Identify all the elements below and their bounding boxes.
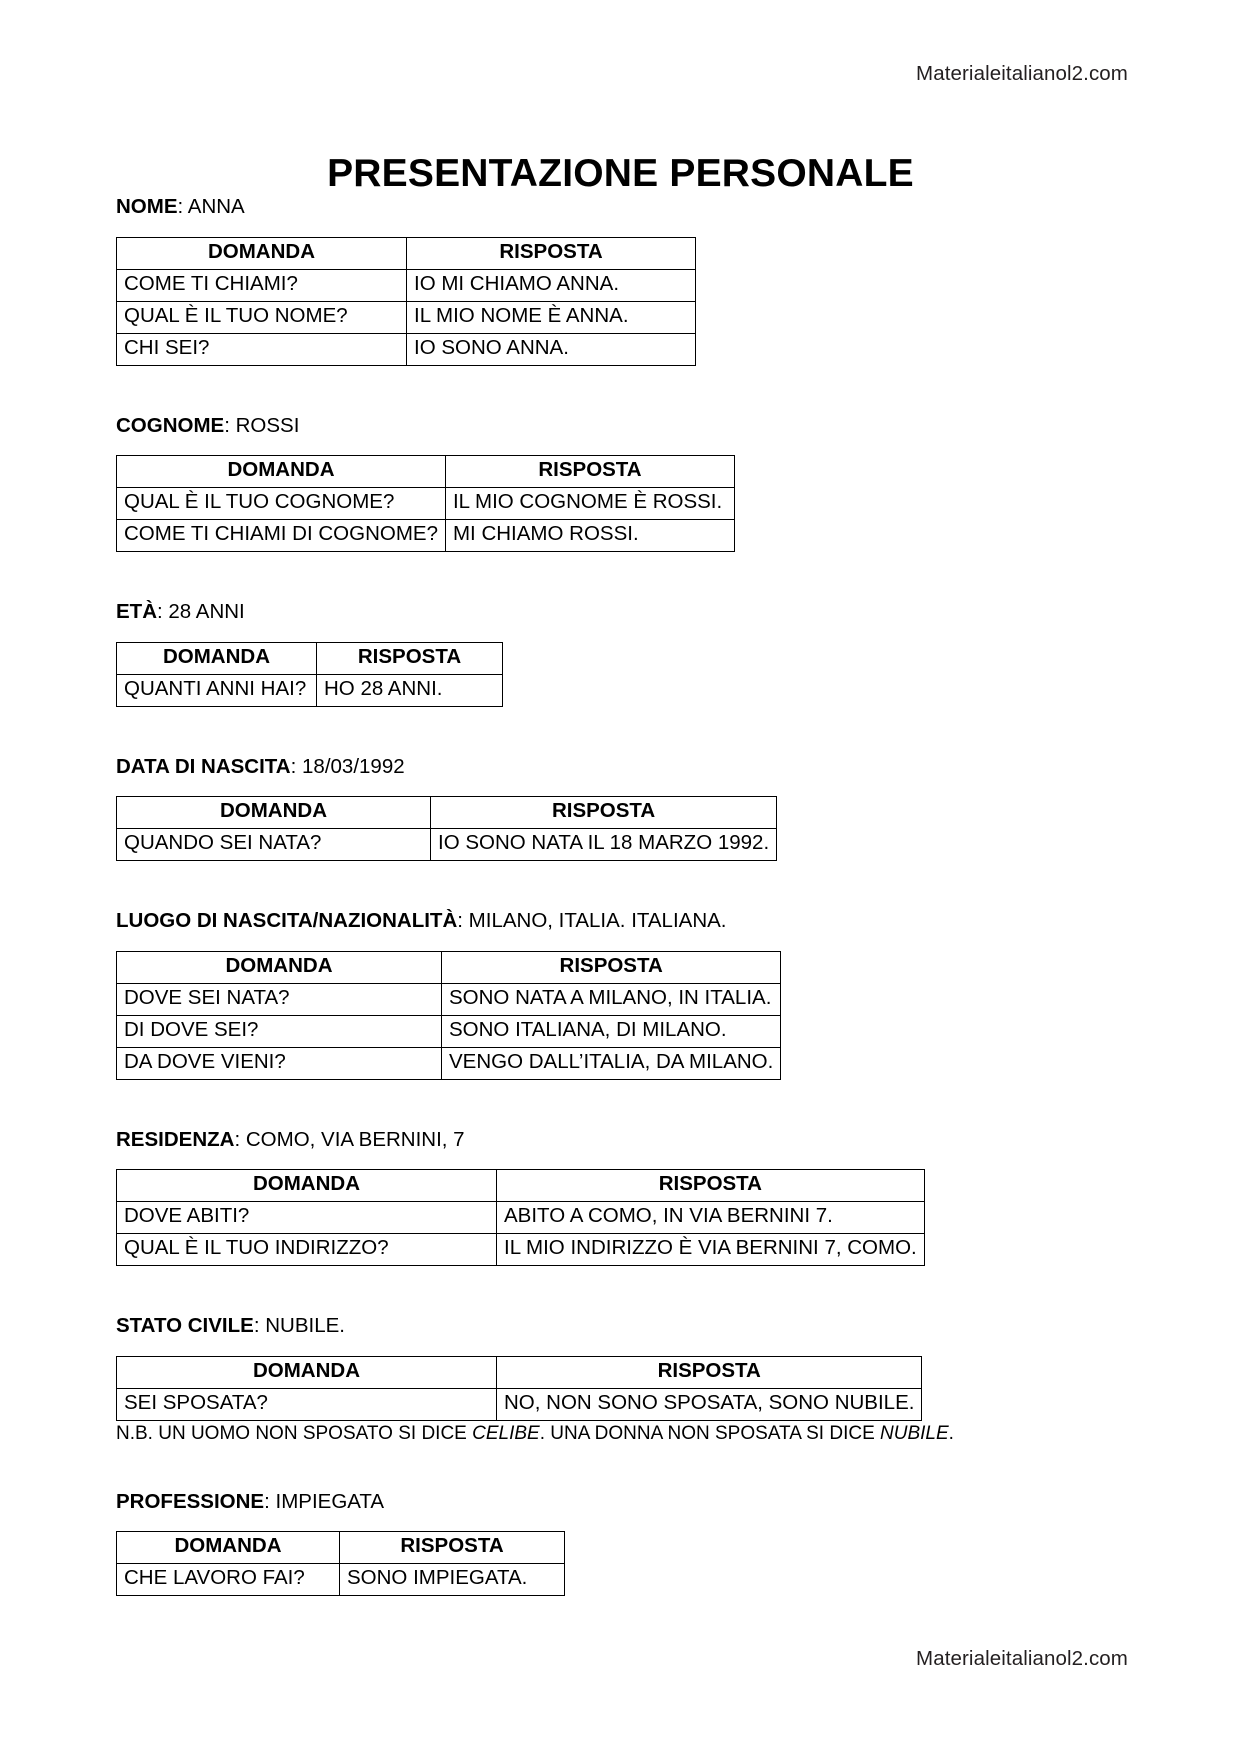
answer-cell: ABITO A COMO, IN VIA BERNINI 7.	[497, 1202, 925, 1234]
spacer	[116, 1080, 1126, 1129]
table-row	[117, 333, 696, 365]
note-middle: . UNA DONNA NON SPOSATA SI DICE	[539, 1422, 881, 1444]
section-label-key: ETÀ	[116, 600, 157, 624]
footer-brand: Materialeitalianol2.com	[916, 1647, 1128, 1670]
answer-cell: IL MIO COGNOME È ROSSI.	[445, 488, 734, 520]
qa-table	[116, 951, 781, 1080]
column-header-question: DOMANDA	[117, 642, 317, 674]
qa-table	[116, 796, 777, 861]
table-row	[117, 520, 735, 552]
section-label-key: COGNOME	[116, 413, 225, 437]
section-label-separator: :	[290, 754, 303, 778]
section-label	[116, 756, 1126, 779]
answer-cell: HO 28 ANNI.	[317, 674, 503, 706]
question-cell: DOVE SEI NATA?	[117, 983, 442, 1015]
column-header-question: DOMANDA	[117, 951, 442, 983]
column-header-question: DOMANDA	[117, 237, 407, 269]
section-label-separator: :	[234, 1127, 246, 1151]
section-label-value: ROSSI	[235, 413, 300, 437]
answer-cell: NO, NON SONO SPOSATA, SONO NUBILE.	[497, 1388, 922, 1420]
answer-cell: IO SONO NATA IL 18 MARZO 1992.	[431, 829, 777, 861]
qa-table	[116, 1356, 922, 1421]
qa-section	[116, 196, 1126, 415]
question-cell: QUANTI ANNI HAI?	[117, 674, 317, 706]
section-note	[116, 1423, 1126, 1445]
qa-table	[116, 642, 503, 707]
table-row	[117, 1015, 781, 1047]
spacer	[116, 1266, 1126, 1315]
table-row	[117, 269, 696, 301]
section-label	[116, 1315, 1126, 1338]
section-label-key: LUOGO DI NASCITA/NAZIONALITÀ	[116, 909, 458, 933]
table-row	[117, 1047, 781, 1079]
section-label-value: NUBILE.	[265, 1314, 345, 1338]
column-header-answer: RISPOSTA	[497, 1356, 922, 1388]
table-header-row	[117, 1356, 922, 1388]
table-header-row	[117, 1532, 565, 1564]
table-row	[117, 829, 777, 861]
column-header-answer: RISPOSTA	[317, 642, 503, 674]
table-header-row	[117, 797, 777, 829]
section-label-value: 18/03/1992	[302, 754, 405, 778]
section-label	[116, 196, 1126, 219]
page-title: PRESENTAZIONE PERSONALE	[327, 152, 914, 196]
table-row	[117, 983, 781, 1015]
qa-section	[116, 415, 1126, 602]
note-suffix: .	[948, 1422, 954, 1444]
answer-cell: IL MIO NOME È ANNA.	[407, 301, 696, 333]
spacer	[116, 437, 1126, 455]
table-row	[117, 1202, 925, 1234]
spacer	[116, 778, 1126, 796]
qa-table	[116, 237, 696, 366]
section-label-key: DATA DI NASCITA	[116, 754, 291, 778]
section-label	[116, 1491, 1126, 1514]
sections-container	[116, 196, 1126, 1596]
spacer	[116, 1338, 1126, 1356]
section-label-value: MILANO, ITALIA. ITALIANA.	[468, 909, 727, 933]
answer-cell: IO MI CHIAMO ANNA.	[407, 269, 696, 301]
table-header-row	[117, 951, 781, 983]
column-header-answer: RISPOSTA	[431, 797, 777, 829]
question-cell: QUAL È IL TUO NOME?	[117, 301, 407, 333]
section-label-separator: :	[253, 1314, 266, 1338]
spacer	[116, 219, 1126, 237]
section-label-value: IMPIEGATA	[275, 1489, 385, 1513]
note-term-celibe: CELIBE	[472, 1422, 540, 1444]
table-row	[117, 301, 696, 333]
section-label-key: NOME	[116, 195, 178, 218]
section-label-separator: :	[224, 413, 236, 437]
table-header-row	[117, 1170, 925, 1202]
section-label	[116, 1129, 1126, 1152]
section-label-key: STATO CIVILE	[116, 1314, 254, 1338]
section-label-key: PROFESSIONE	[116, 1489, 265, 1513]
header-brand: Materialeitalianol2.com	[916, 62, 1128, 85]
qa-section	[116, 1491, 1126, 1597]
section-label-key: RESIDENZA	[116, 1127, 235, 1151]
table-row	[117, 488, 735, 520]
question-cell: CHI SEI?	[117, 333, 407, 365]
column-header-answer: RISPOSTA	[340, 1532, 565, 1564]
table-row	[117, 1564, 565, 1596]
qa-section	[116, 601, 1126, 756]
spacer	[116, 707, 1126, 756]
column-header-question: DOMANDA	[117, 797, 431, 829]
note-term-nubile: NUBILE	[880, 1422, 949, 1444]
answer-cell: VENGO DALL’ITALIA, DA MILANO.	[442, 1047, 781, 1079]
table-row	[117, 1234, 925, 1266]
question-cell: QUAL È IL TUO COGNOME?	[117, 488, 446, 520]
section-label-separator: :	[177, 195, 188, 218]
qa-section	[116, 1129, 1126, 1316]
question-cell: QUAL È IL TUO INDIRIZZO?	[117, 1234, 497, 1266]
spacer	[116, 552, 1126, 601]
spacer	[116, 1445, 1126, 1491]
question-cell: DI DOVE SEI?	[117, 1015, 442, 1047]
spacer	[116, 366, 1126, 415]
qa-section	[116, 1315, 1126, 1490]
section-label-value: ANNA	[187, 195, 245, 218]
section-label-separator: :	[264, 1489, 276, 1513]
qa-section	[116, 910, 1126, 1129]
question-cell: CHE LAVORO FAI?	[117, 1564, 340, 1596]
answer-cell: IL MIO INDIRIZZO È VIA BERNINI 7, COMO.	[497, 1234, 925, 1266]
section-label	[116, 910, 1126, 933]
column-header-answer: RISPOSTA	[497, 1170, 925, 1202]
question-cell: DA DOVE VIENI?	[117, 1047, 442, 1079]
column-header-question: DOMANDA	[117, 1356, 497, 1388]
section-label-value: COMO, VIA BERNINI, 7	[245, 1127, 465, 1151]
section-label-value: 28 ANNI	[168, 600, 245, 624]
table-header-row	[117, 456, 735, 488]
spacer	[116, 861, 1126, 910]
question-cell: DOVE ABITI?	[117, 1202, 497, 1234]
qa-table	[116, 1169, 925, 1266]
column-header-answer: RISPOSTA	[442, 951, 781, 983]
section-label-separator: :	[157, 600, 169, 624]
section-label	[116, 415, 1126, 438]
qa-table	[116, 455, 735, 552]
table-row	[117, 1388, 922, 1420]
answer-cell: MI CHIAMO ROSSI.	[445, 520, 734, 552]
question-cell: QUANDO SEI NATA?	[117, 829, 431, 861]
column-header-answer: RISPOSTA	[445, 456, 734, 488]
answer-cell: SONO ITALIANA, DI MILANO.	[442, 1015, 781, 1047]
column-header-question: DOMANDA	[117, 1170, 497, 1202]
question-cell: SEI SPOSATA?	[117, 1388, 497, 1420]
qa-table	[116, 1531, 565, 1596]
table-header-row	[117, 237, 696, 269]
answer-cell: SONO NATA A MILANO, IN ITALIA.	[442, 983, 781, 1015]
question-cell: COME TI CHIAMI?	[117, 269, 407, 301]
spacer	[116, 624, 1126, 642]
spacer	[116, 933, 1126, 951]
question-cell: COME TI CHIAMI DI COGNOME?	[117, 520, 446, 552]
table-header-row	[117, 642, 503, 674]
section-label	[116, 601, 1126, 624]
table-row	[117, 674, 503, 706]
spacer	[116, 1513, 1126, 1531]
qa-section	[116, 756, 1126, 911]
column-header-answer: RISPOSTA	[407, 237, 696, 269]
answer-cell: SONO IMPIEGATA.	[340, 1564, 565, 1596]
answer-cell: IO SONO ANNA.	[407, 333, 696, 365]
note-prefix: N.B. UN UOMO NON SPOSATO SI DICE	[116, 1422, 473, 1444]
column-header-question: DOMANDA	[117, 1532, 340, 1564]
column-header-question: DOMANDA	[117, 456, 446, 488]
section-label-separator: :	[457, 909, 469, 933]
spacer	[116, 1151, 1126, 1169]
